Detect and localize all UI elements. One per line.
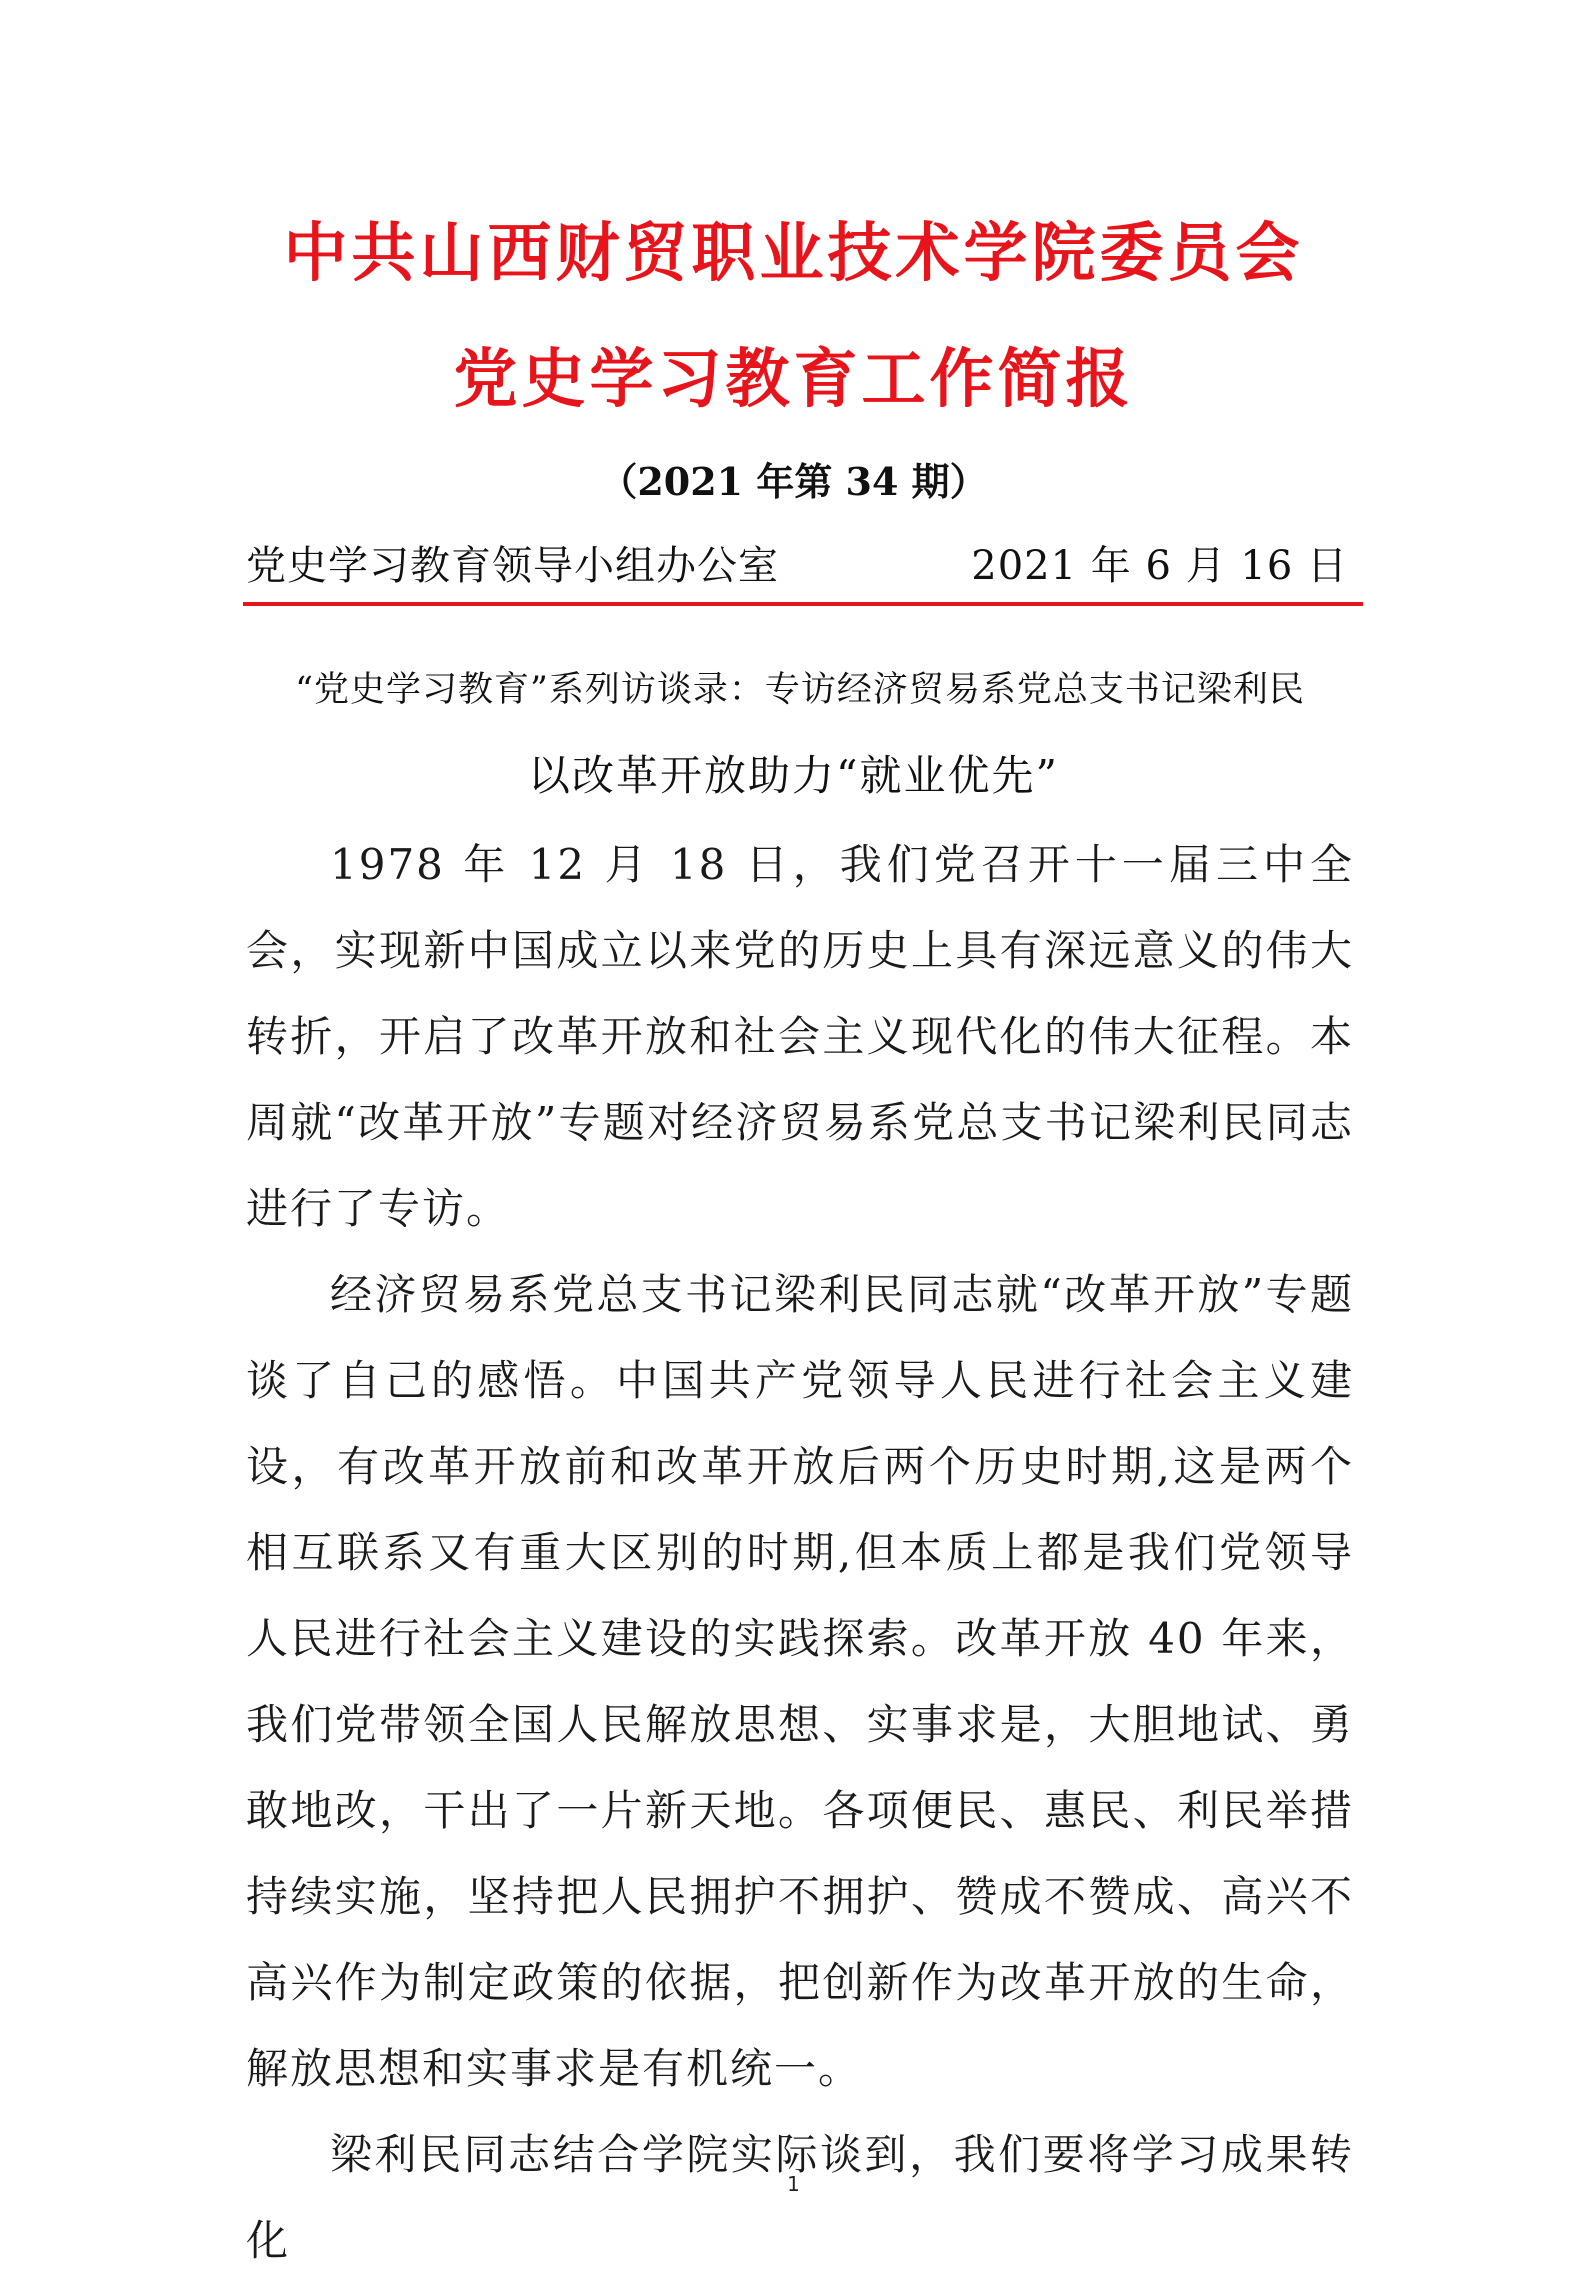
- article-subtitle: “党史学习教育”系列访谈录：专访经济贸易系党总支书记梁利民: [295, 670, 1305, 710]
- paragraph-1: 1978 年 12 月 18 日，我们党召开十一届三中全会，实现新中国成立以来党的历史上具有深远意义的伟大转折，开启了改革开放和社会主义现代化的伟大征程。本周就“改革开放”专题对经济贸易系党总支书记梁利民同志进行了专访。: [246, 840, 1354, 1233]
- page-number: 1: [787, 2172, 800, 2196]
- issue-number: （2021 年第 34 期）: [599, 459, 988, 504]
- article-body: [246, 822, 1354, 2284]
- issuing-office: 党史学习教育领导小组办公室: [246, 543, 779, 589]
- red-divider: [243, 602, 1363, 606]
- paragraph-3: 梁利民同志结合学院实际谈到，我们要将学习成果转化: [246, 2130, 1354, 2265]
- paragraph-2: 经济贸易系党总支书记梁利民同志就“改革开放”专题谈了自己的感悟。中国共产党领导人民进行社会主义建设，有改革开放前和改革开放后两个历史时期,这是两个相互联系又有重大区别的时期,但本质上都是我们党领导人民进行社会主义建设的实践探索。改革开放 40 年来，我们党带领全国人民解放思想、实事求是，大胆地试、勇敢地改，干出了一片新天地。各项便民、惠民、利民举措持续实施，坚持把人民拥护不拥护、赞成不赞成、高兴不高兴作为制定政策的依据，把创新作为改革开放的生命，解放思想和实事求是有机统一。: [246, 1270, 1354, 2093]
- bulletin-title-line1: 中共山西财贸职业技术学院委员会: [283, 216, 1304, 291]
- article-title: 以改革开放助力“就业优先”: [528, 751, 1059, 800]
- bulletin-title-line2: 党史学习教育工作简报: [453, 342, 1134, 417]
- issue-date: 2021 年 6 月 16 日: [971, 543, 1348, 589]
- meta-row: [246, 542, 1354, 590]
